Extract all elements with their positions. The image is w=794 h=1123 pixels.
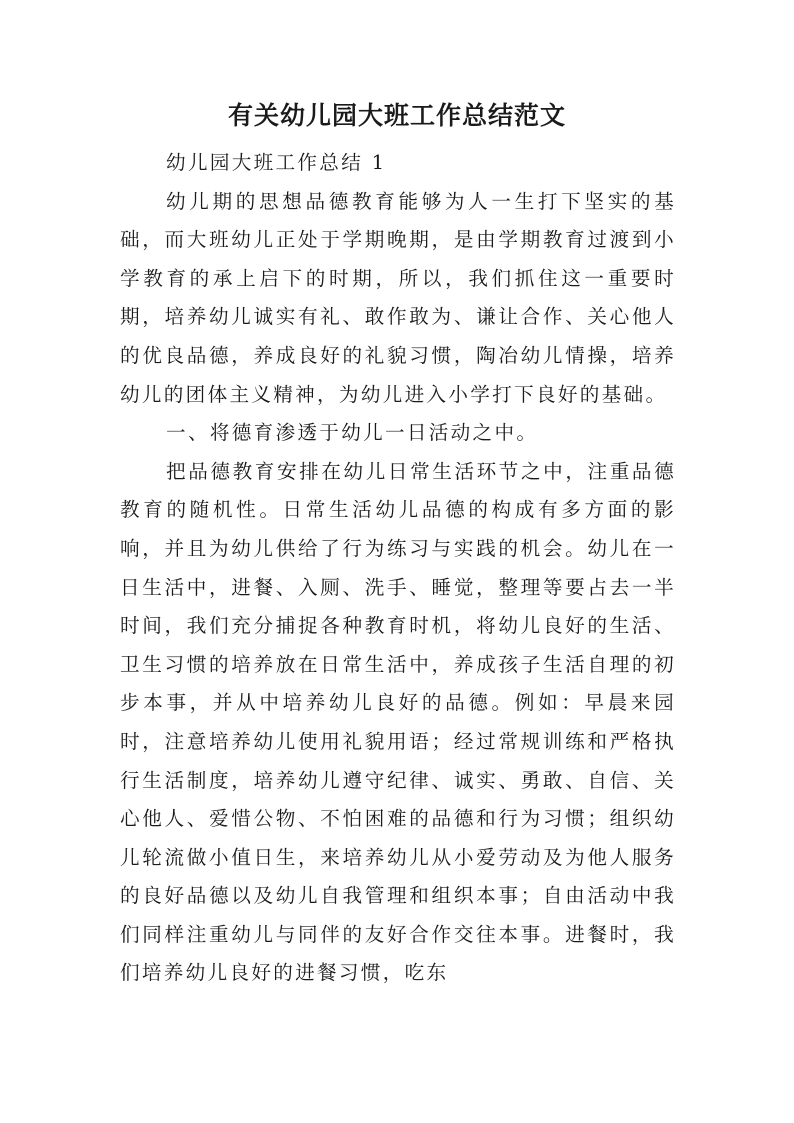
section-heading: 幼儿园大班工作总结 1 — [166, 151, 387, 174]
document-body — [120, 144, 676, 993]
paragraph: 幼儿期的思想品德教育能够为人一生打下坚实的基础，而大班幼儿正处于学期晚期，是由学期教育过渡到小学教育的承上启下的时期，所以，我们抓住这一重要时期，培养幼儿诚实有礼、敢作敢为、谦让合作、关心他人的优良品德，养成良好的礼貌习惯，陶冶幼儿情操，培养幼儿的团体主义精神，为幼儿进入小学打下良好的基础。 — [120, 189, 676, 406]
document-title: 有关幼儿园大班工作总结范文 — [227, 101, 566, 130]
subsection-heading: 一、将德育渗透于幼儿一日活动之中。 — [166, 421, 539, 445]
paragraph: 把品德教育安排在幼儿日常生活环节之中，注重品德教育的随机性。日常生活幼儿品德的构成有多方面的影响，并且为幼儿供给了行为练习与实践的机会。幼儿在一日生活中，进餐、入厕、洗手、睡觉，整理等要占去一半时间，我们充分捕捉各种教育时机，将幼儿良好的生活、卫生习惯的培养放在日常生活中，养成孩子生活自理的初步本事，并从中培养幼儿良好的品德。例如：早晨来园时，注意培养幼儿使用礼貌用语；经过常规训练和严格执行生活制度，培养幼儿遵守纪律、诚实、勇敢、自信、关心他人、爱惜公物、不怕困难的品德和行为习惯；组织幼儿轮流做小值日生，来培养幼儿从小爱劳动及为他人服务的良好品德以及幼儿自我管理和组织本事；自由活动中我们同样注重幼儿与同伴的友好合作交往本事。进餐时，我们培养幼儿良好的进餐习惯，吃东 — [120, 459, 676, 985]
